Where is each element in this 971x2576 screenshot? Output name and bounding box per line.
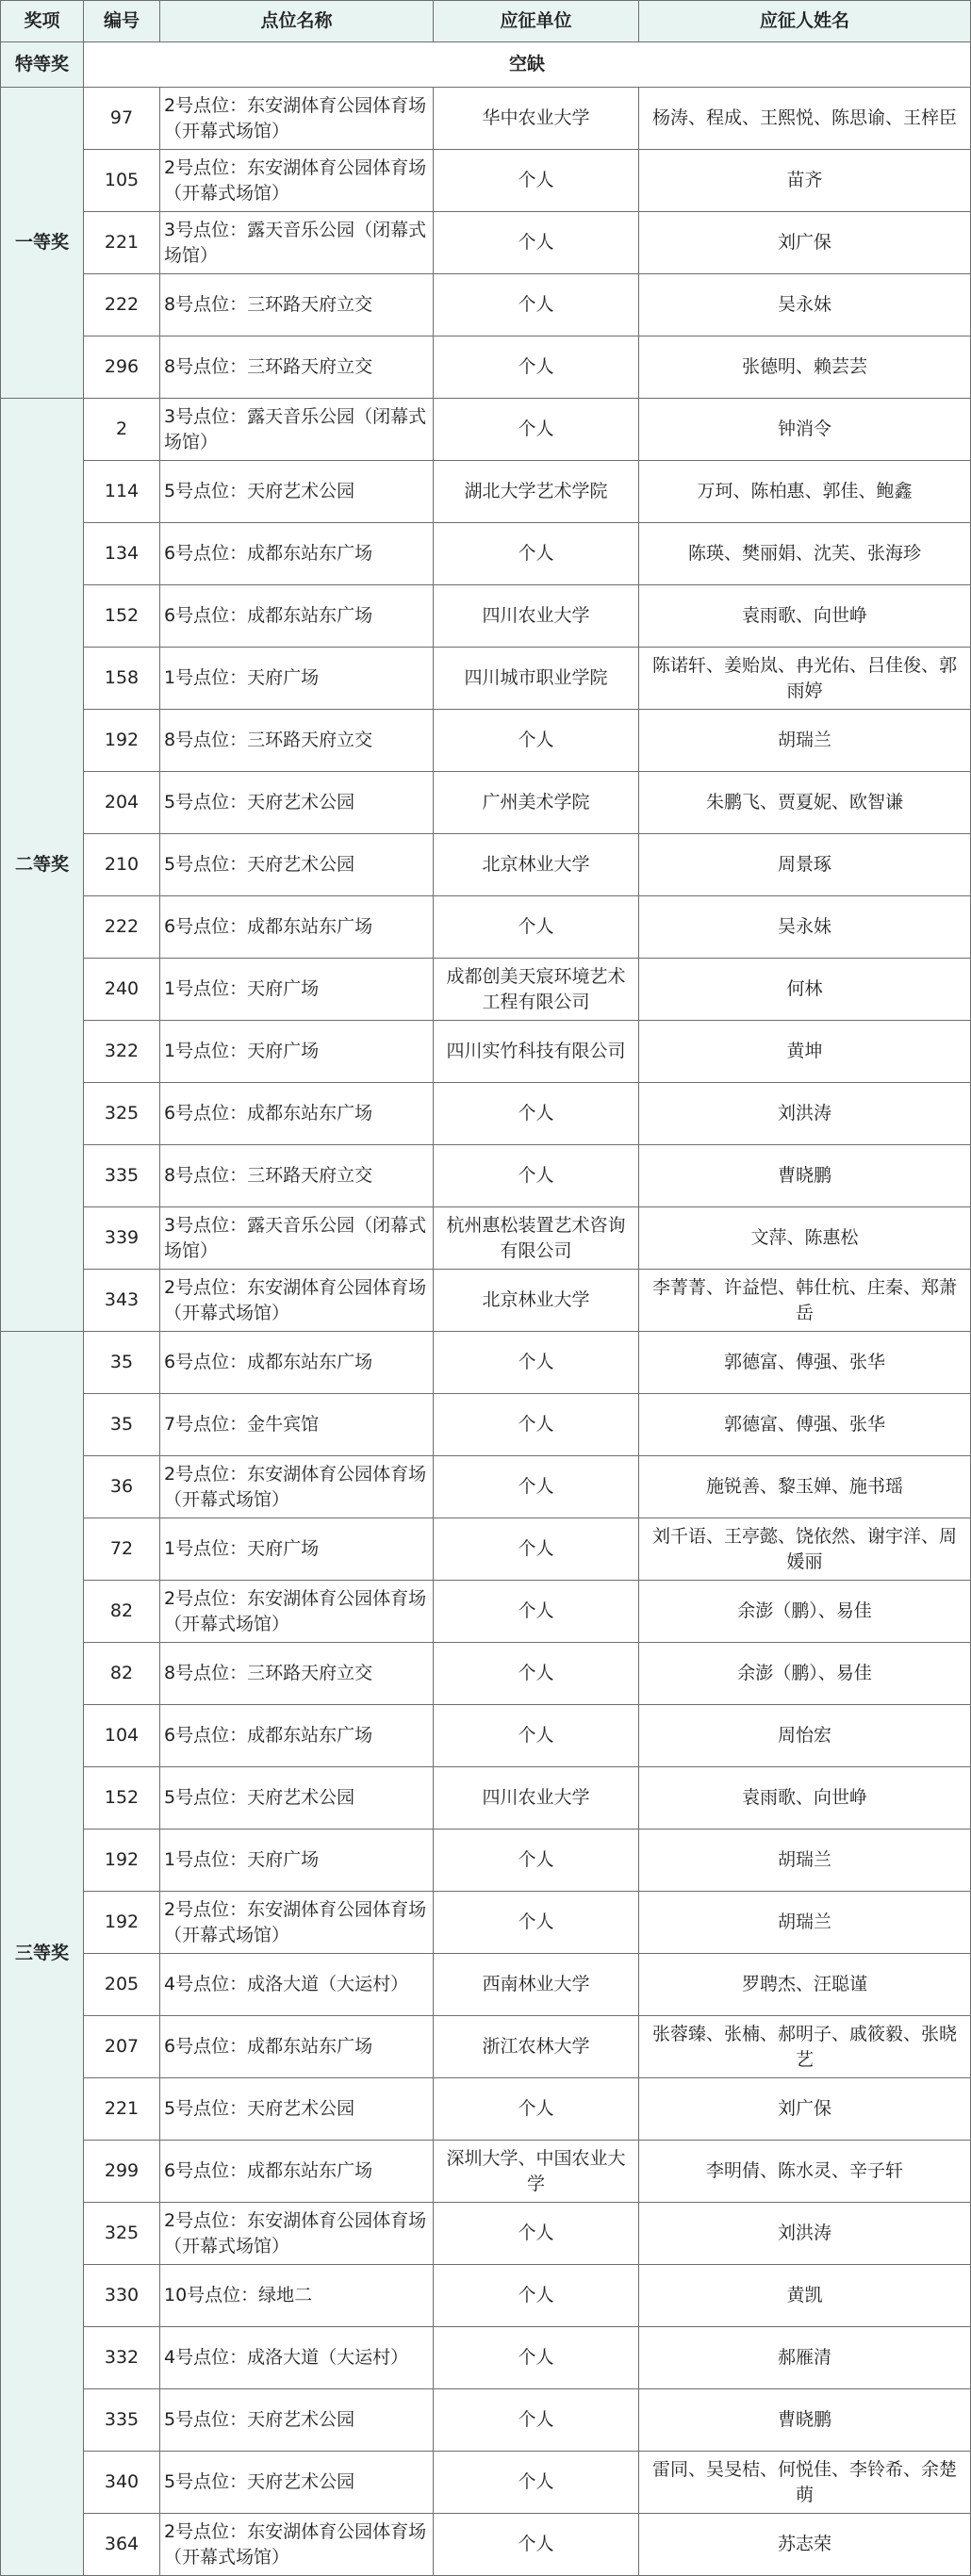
entry-number: 340: [84, 2452, 160, 2514]
table-body: [1, 42, 971, 2576]
entry-number: 210: [84, 834, 160, 896]
entrant-names: 李菁菁、许益恺、韩仕杭、庄秦、郑萧岳: [639, 1270, 971, 1332]
entry-number: 335: [84, 2389, 160, 2452]
entry-number: 332: [84, 2327, 160, 2389]
table-row: [1, 2141, 971, 2203]
entry-number: 134: [84, 523, 160, 585]
entrant-unit: 个人: [434, 1083, 639, 1145]
entry-number: 330: [84, 2265, 160, 2327]
entrant-unit: 个人: [434, 2265, 639, 2327]
entry-number: 72: [84, 1518, 160, 1581]
entrant-names: 钟消令: [639, 399, 971, 461]
location-name: 5号点位：天府艺术公园: [160, 2452, 434, 2514]
table-row: [1, 585, 971, 648]
location-name: 1号点位：天府广场: [160, 959, 434, 1021]
entrant-unit: 个人: [434, 2452, 639, 2514]
entrant-unit: 广州美术学院: [434, 772, 639, 834]
entry-number: 222: [84, 274, 160, 336]
table-row: [1, 2078, 971, 2141]
location-name: 2号点位：东安湖体育公园体育场（开幕式场馆）: [160, 2514, 434, 2576]
location-name: 8号点位：三环路天府立交: [160, 1145, 434, 1207]
entry-number: 152: [84, 1767, 160, 1829]
entry-number: 296: [84, 336, 160, 399]
table-row: [1, 150, 971, 212]
table-row: [1, 1829, 971, 1892]
entrant-names: 曹晓鹏: [639, 1145, 971, 1207]
entrant-unit: 个人: [434, 1456, 639, 1518]
entrant-names: 雷同、吴旻桔、何悦佳、李铃希、余楚萌: [639, 2452, 971, 2514]
entrant-unit: 个人: [434, 1643, 639, 1705]
award-level-label: 一等奖: [1, 88, 84, 399]
entrant-unit: 个人: [434, 1892, 639, 1954]
table-row: [1, 399, 971, 461]
entry-number: 36: [84, 1456, 160, 1518]
entrant-unit: 杭州惠松装置艺术咨询有限公司: [434, 1207, 639, 1270]
table-row: [1, 710, 971, 772]
entrant-names: 刘洪涛: [639, 1083, 971, 1145]
table-row: [1, 1705, 971, 1767]
entrant-names: 施锐善、黎玉婵、施书瑶: [639, 1456, 971, 1518]
location-name: 5号点位：天府艺术公园: [160, 461, 434, 523]
header-location: 点位名称: [160, 1, 434, 42]
entrant-names: 黄坤: [639, 1021, 971, 1083]
entrant-unit: 北京林业大学: [434, 834, 639, 896]
entrant-unit: 北京林业大学: [434, 1270, 639, 1332]
location-name: 6号点位：成都东站东广场: [160, 2016, 434, 2078]
entry-number: 114: [84, 461, 160, 523]
entrant-unit: 湖北大学艺术学院: [434, 461, 639, 523]
location-name: 5号点位：天府艺术公园: [160, 834, 434, 896]
location-name: 6号点位：成都东站东广场: [160, 585, 434, 648]
entrant-unit: 深圳大学、中国农业大学: [434, 2141, 639, 2203]
entrant-unit: 个人: [434, 399, 639, 461]
entrant-unit: 个人: [434, 336, 639, 399]
entry-number: 221: [84, 212, 160, 274]
table-row: [1, 2327, 971, 2389]
entrant-unit: 浙江农林大学: [434, 2016, 639, 2078]
location-name: 1号点位：天府广场: [160, 1021, 434, 1083]
entrant-unit: 个人: [434, 1829, 639, 1892]
location-name: 2号点位：东安湖体育公园体育场（开幕式场馆）: [160, 150, 434, 212]
location-name: 1号点位：天府广场: [160, 1829, 434, 1892]
location-name: 5号点位：天府艺术公园: [160, 772, 434, 834]
table-row: [1, 1643, 971, 1705]
location-name: 3号点位：露天音乐公园（闭幕式场馆）: [160, 1207, 434, 1270]
entrant-names: 张蓉臻、张楠、郝明子、戚筱毅、张晓艺: [639, 2016, 971, 2078]
entry-number: 222: [84, 896, 160, 959]
location-name: 5号点位：天府艺术公园: [160, 1767, 434, 1829]
entrant-unit: 个人: [434, 274, 639, 336]
special-award-label: 特等奖: [1, 42, 84, 88]
location-name: 6号点位：成都东站东广场: [160, 2141, 434, 2203]
location-name: 2号点位：东安湖体育公园体育场（开幕式场馆）: [160, 1581, 434, 1643]
table-row: [1, 1270, 971, 1332]
entrant-unit: 四川农业大学: [434, 585, 639, 648]
entrant-names: 周怡宏: [639, 1705, 971, 1767]
entry-number: 339: [84, 1207, 160, 1270]
entrant-unit: 个人: [434, 710, 639, 772]
table-row: [1, 834, 971, 896]
entrant-names: 余澎（鹏）、易佳: [639, 1581, 971, 1643]
entry-number: 207: [84, 2016, 160, 2078]
entrant-names: 陈诺轩、姜贻岚、冉光佑、吕佳俊、郭雨婷: [639, 648, 971, 710]
table-row: [1, 648, 971, 710]
entrant-unit: 西南林业大学: [434, 1954, 639, 2016]
entrant-names: 文萍、陈惠松: [639, 1207, 971, 1270]
entrant-unit: 个人: [434, 150, 639, 212]
entrant-unit: 四川实竹科技有限公司: [434, 1021, 639, 1083]
header-names: 应征人姓名: [639, 1, 971, 42]
entry-number: 152: [84, 585, 160, 648]
entrant-names: 苗齐: [639, 150, 971, 212]
entrant-unit: 个人: [434, 523, 639, 585]
entry-number: 204: [84, 772, 160, 834]
entry-number: 82: [84, 1643, 160, 1705]
table-row: [1, 88, 971, 150]
entrant-unit: 个人: [434, 1394, 639, 1456]
entrant-names: 胡瑞兰: [639, 710, 971, 772]
table-row: [1, 2203, 971, 2265]
location-name: 5号点位：天府艺术公园: [160, 2389, 434, 2452]
entry-number: 192: [84, 1892, 160, 1954]
header-row: [1, 1, 971, 42]
entrant-names: 郭德富、傅强、张华: [639, 1394, 971, 1456]
location-name: 3号点位：露天音乐公园（闭幕式场馆）: [160, 212, 434, 274]
location-name: 3号点位：露天音乐公园（闭幕式场馆）: [160, 399, 434, 461]
entrant-names: 胡瑞兰: [639, 1892, 971, 1954]
entrant-names: 苏志荣: [639, 2514, 971, 2576]
table-row: [1, 523, 971, 585]
entrant-unit: 个人: [434, 2389, 639, 2452]
entrant-unit: 个人: [434, 896, 639, 959]
entry-number: 192: [84, 710, 160, 772]
location-name: 6号点位：成都东站东广场: [160, 896, 434, 959]
table-row: [1, 274, 971, 336]
location-name: 2号点位：东安湖体育公园体育场（开幕式场馆）: [160, 88, 434, 150]
location-name: 2号点位：东安湖体育公园体育场（开幕式场馆）: [160, 1270, 434, 1332]
table-row: [1, 2514, 971, 2576]
entrant-unit: 个人: [434, 1581, 639, 1643]
location-name: 6号点位：成都东站东广场: [160, 1705, 434, 1767]
location-name: 6号点位：成都东站东广场: [160, 1332, 434, 1394]
entrant-unit: 四川农业大学: [434, 1767, 639, 1829]
entrant-unit: 华中农业大学: [434, 88, 639, 150]
table-row: [1, 772, 971, 834]
entrant-names: 郭德富、傅强、张华: [639, 1332, 971, 1394]
entry-number: 240: [84, 959, 160, 1021]
entry-number: 82: [84, 1581, 160, 1643]
entrant-names: 李明倩、陈水灵、辛子轩: [639, 2141, 971, 2203]
location-name: 1号点位：天府广场: [160, 1518, 434, 1581]
table-row: [1, 461, 971, 523]
table-row: [1, 1456, 971, 1518]
entrant-unit: 成都创美天宸环境艺术工程有限公司: [434, 959, 639, 1021]
location-name: 8号点位：三环路天府立交: [160, 710, 434, 772]
table-row: [1, 2389, 971, 2452]
entry-number: 104: [84, 1705, 160, 1767]
special-award-vacant: 空缺: [84, 42, 971, 88]
location-name: 2号点位：东安湖体育公园体育场（开幕式场馆）: [160, 1456, 434, 1518]
location-name: 4号点位：成洛大道（大运村）: [160, 1954, 434, 2016]
entry-number: 192: [84, 1829, 160, 1892]
location-name: 10号点位：绿地二: [160, 2265, 434, 2327]
table-row: [1, 1954, 971, 2016]
entry-number: 2: [84, 399, 160, 461]
table-row: [1, 212, 971, 274]
table-row: [1, 1892, 971, 1954]
entrant-names: 刘洪涛: [639, 2203, 971, 2265]
entrant-unit: 个人: [434, 2327, 639, 2389]
location-name: 5号点位：天府艺术公园: [160, 2078, 434, 2141]
entry-number: 97: [84, 88, 160, 150]
table-row: [1, 2016, 971, 2078]
entrant-names: 袁雨歌、向世峥: [639, 1767, 971, 1829]
entrant-names: 陈瑛、樊丽娟、沈芙、张海珍: [639, 523, 971, 585]
entrant-names: 袁雨歌、向世峥: [639, 585, 971, 648]
entry-number: 325: [84, 2203, 160, 2265]
entry-number: 35: [84, 1394, 160, 1456]
entrant-names: 张德明、赖芸芸: [639, 336, 971, 399]
entrant-names: 刘广保: [639, 212, 971, 274]
entry-number: 35: [84, 1332, 160, 1394]
entrant-names: 胡瑞兰: [639, 1829, 971, 1892]
entrant-unit: 个人: [434, 2078, 639, 2141]
entrant-names: 罗聘杰、汪聪谨: [639, 1954, 971, 2016]
special-award-row: [1, 42, 971, 88]
header-award: 奖项: [1, 1, 84, 42]
entrant-names: 朱鹏飞、贾夏妮、欧智谦: [639, 772, 971, 834]
location-name: 2号点位：东安湖体育公园体育场（开幕式场馆）: [160, 1892, 434, 1954]
table-row: [1, 336, 971, 399]
entrant-unit: 四川城市职业学院: [434, 648, 639, 710]
table-row: [1, 1767, 971, 1829]
header-number: 编号: [84, 1, 160, 42]
table-row: [1, 1518, 971, 1581]
table-row: [1, 1394, 971, 1456]
location-name: 8号点位：三环路天府立交: [160, 336, 434, 399]
location-name: 6号点位：成都东站东广场: [160, 1083, 434, 1145]
table-row: [1, 896, 971, 959]
table-row: [1, 1332, 971, 1394]
entry-number: 205: [84, 1954, 160, 2016]
entry-number: 364: [84, 2514, 160, 2576]
award-level-label: 三等奖: [1, 1332, 84, 2576]
entry-number: 343: [84, 1270, 160, 1332]
entrant-names: 吴永妹: [639, 896, 971, 959]
entry-number: 299: [84, 2141, 160, 2203]
table-row: [1, 959, 971, 1021]
location-name: 4号点位：成洛大道（大运村）: [160, 2327, 434, 2389]
entry-number: 325: [84, 1083, 160, 1145]
entry-number: 335: [84, 1145, 160, 1207]
entrant-names: 周景琢: [639, 834, 971, 896]
location-name: 8号点位：三环路天府立交: [160, 274, 434, 336]
entrant-names: 郝雁清: [639, 2327, 971, 2389]
entrant-names: 吴永妹: [639, 274, 971, 336]
entrant-names: 刘千语、王亭懿、饶依然、谢宇洋、周媛丽: [639, 1518, 971, 1581]
location-name: 6号点位：成都东站东广场: [160, 523, 434, 585]
table-row: [1, 1207, 971, 1270]
entrant-unit: 个人: [434, 1705, 639, 1767]
award-level-label: 二等奖: [1, 399, 84, 1332]
table-row: [1, 1145, 971, 1207]
entry-number: 105: [84, 150, 160, 212]
entrant-unit: 个人: [434, 1145, 639, 1207]
location-name: 8号点位：三环路天府立交: [160, 1643, 434, 1705]
table-row: [1, 1083, 971, 1145]
entry-number: 158: [84, 648, 160, 710]
table-row: [1, 2452, 971, 2514]
entrant-names: 黄凯: [639, 2265, 971, 2327]
entrant-names: 曹晓鹏: [639, 2389, 971, 2452]
entrant-names: 余澎（鹏）、易佳: [639, 1643, 971, 1705]
location-name: 2号点位：东安湖体育公园体育场（开幕式场馆）: [160, 2203, 434, 2265]
entrant-unit: 个人: [434, 2203, 639, 2265]
entrant-unit: 个人: [434, 212, 639, 274]
entrant-unit: 个人: [434, 1518, 639, 1581]
table-row: [1, 1021, 971, 1083]
entrant-unit: 个人: [434, 1332, 639, 1394]
entry-number: 221: [84, 2078, 160, 2141]
location-name: 7号点位：金牛宾馆: [160, 1394, 434, 1456]
location-name: 1号点位：天府广场: [160, 648, 434, 710]
entrant-names: 万珂、陈柏惠、郭佳、鲍鑫: [639, 461, 971, 523]
table-row: [1, 1581, 971, 1643]
entrant-names: 刘广保: [639, 2078, 971, 2141]
entrant-names: 何林: [639, 959, 971, 1021]
entrant-unit: 个人: [434, 2514, 639, 2576]
entry-number: 322: [84, 1021, 160, 1083]
entrant-names: 杨涛、程成、王熙悦、陈思谕、王梓臣: [639, 88, 971, 150]
table-row: [1, 2265, 971, 2327]
header-unit: 应征单位: [434, 1, 639, 42]
